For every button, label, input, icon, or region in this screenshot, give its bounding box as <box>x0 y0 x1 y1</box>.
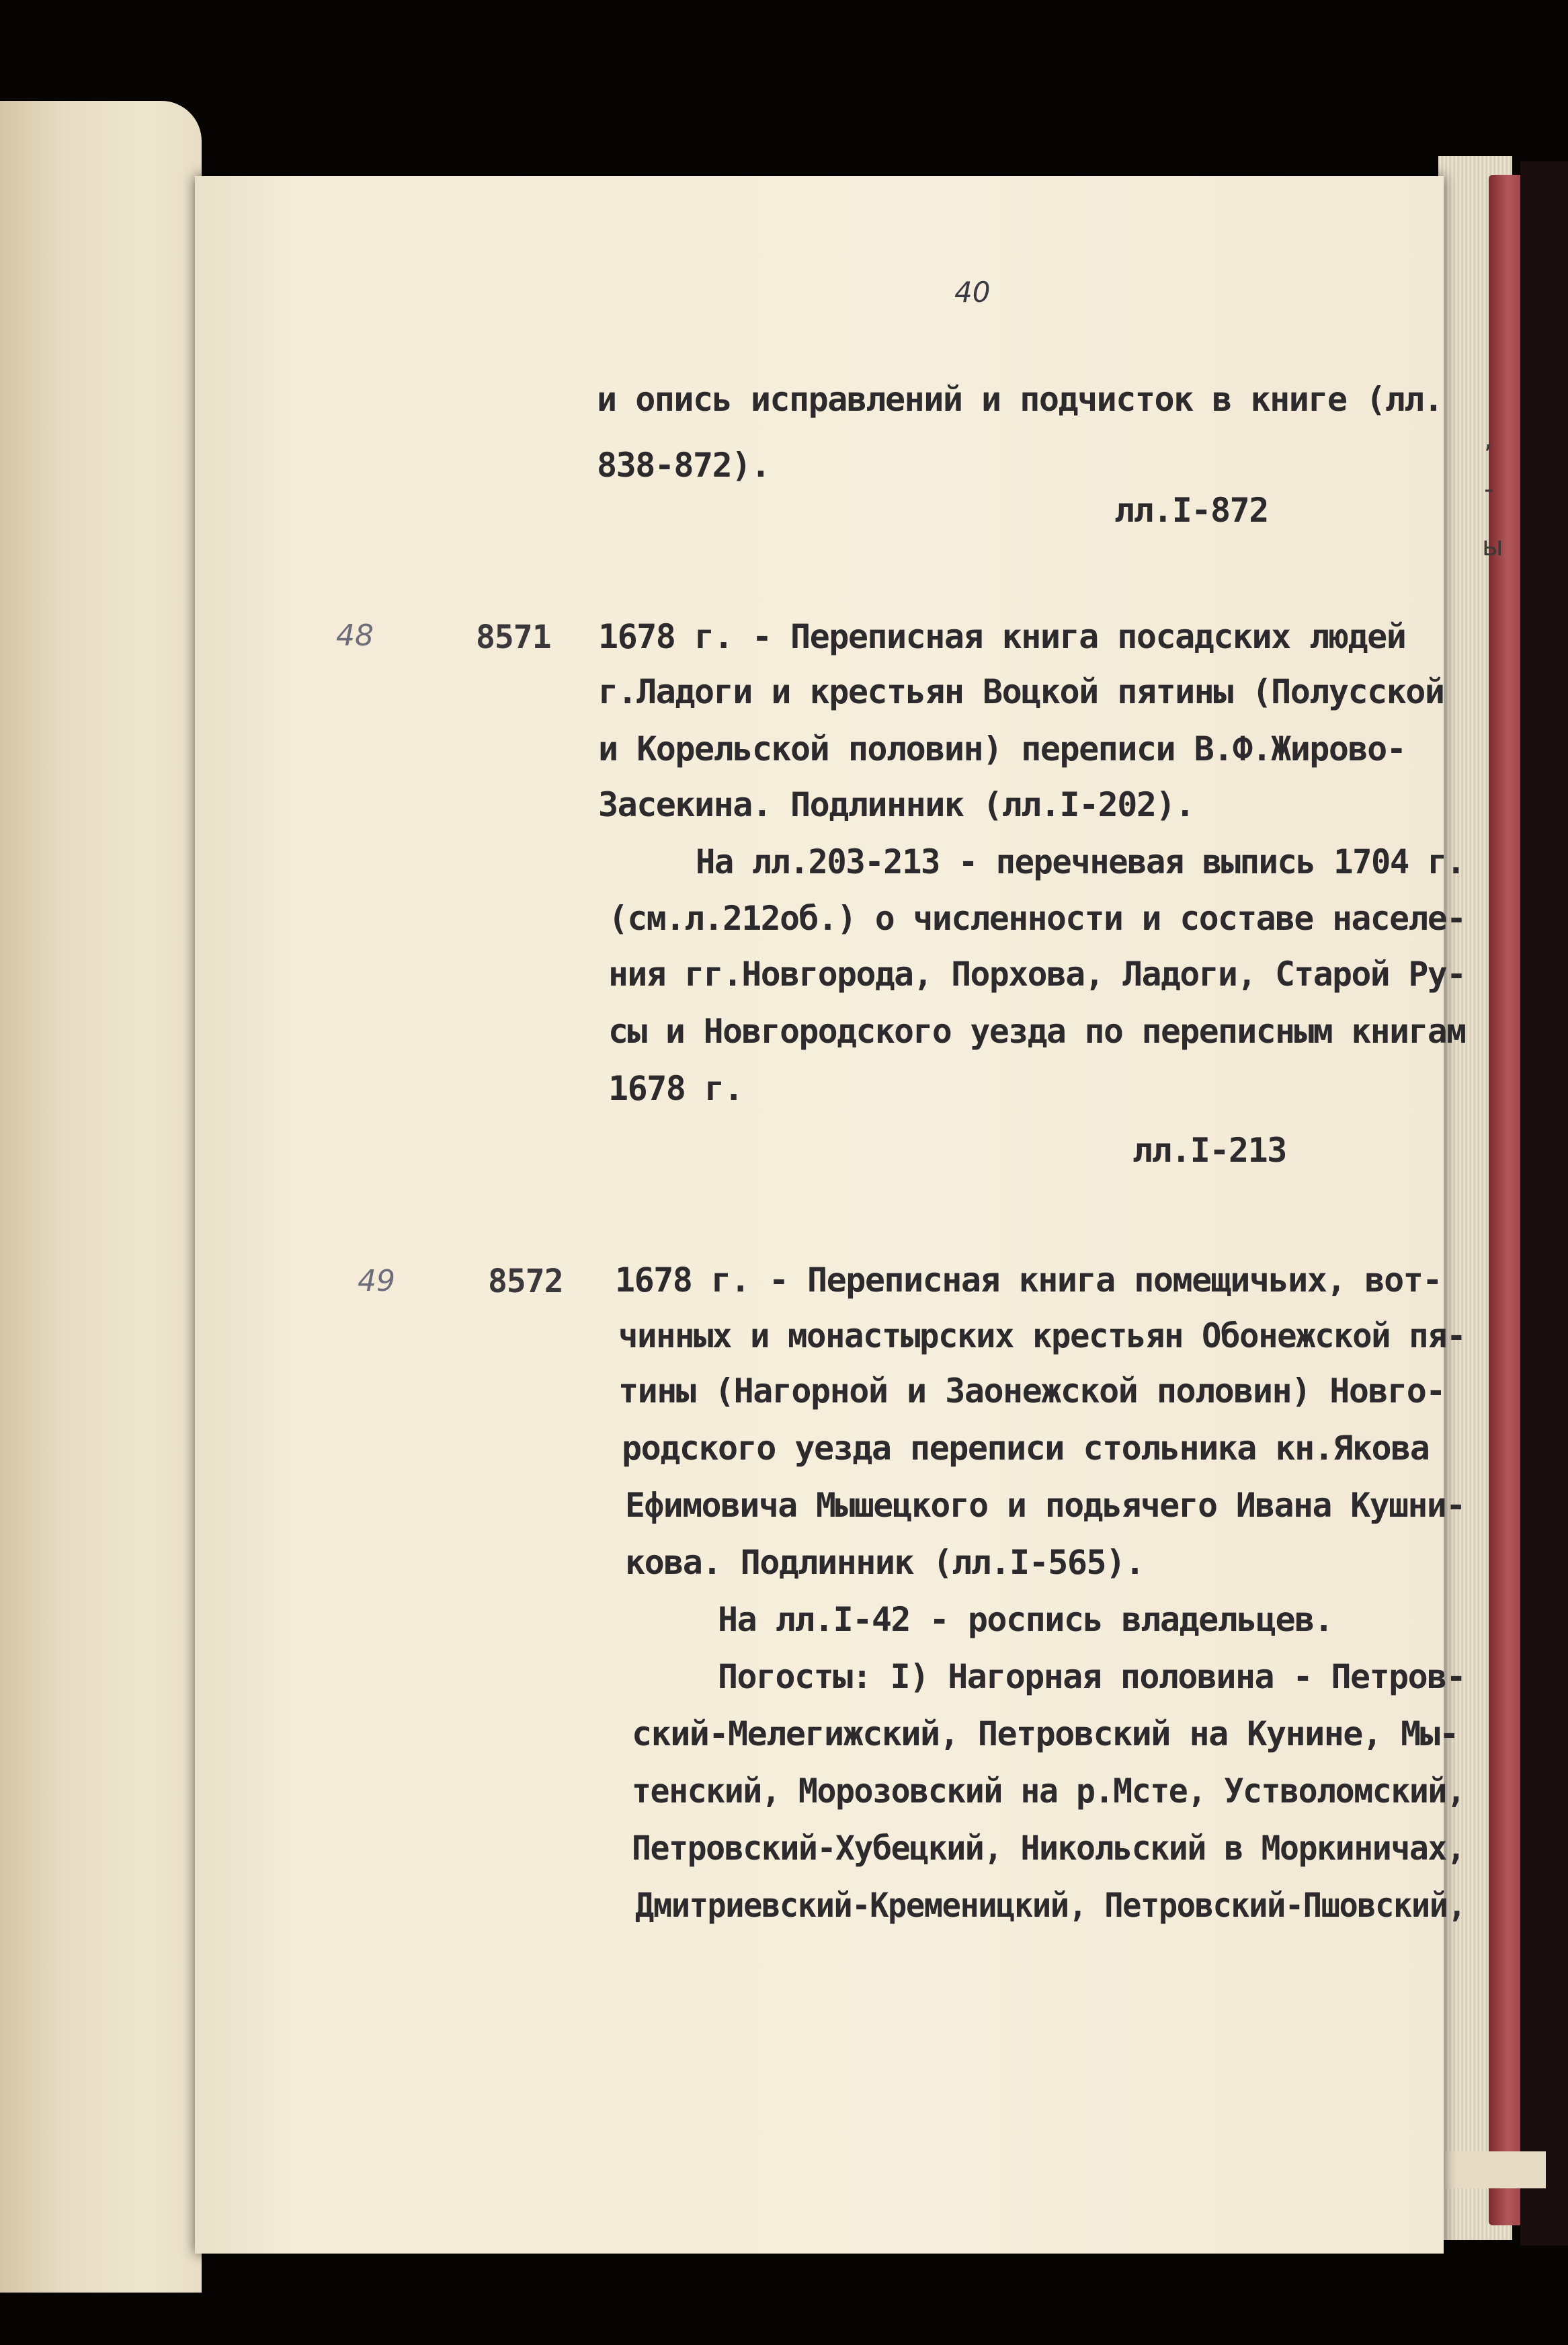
edge-mark: , <box>1484 424 1493 454</box>
text-line: Засекина. Подлинник (лл.I-202). <box>598 785 1194 824</box>
folio-range: лл.I-213 <box>1132 1131 1286 1170</box>
text-line: и Корельской половин) переписи В.Ф.Жирово- <box>598 729 1406 768</box>
folio-range: лл.I-872 <box>1114 491 1268 530</box>
text-line: 1678 г. <box>608 1069 743 1108</box>
text-line: ский-Мелегижский, Петровский на Кунине, Мы- <box>632 1714 1458 1753</box>
text-line: сы и Новгородского уезда по переписным книгам <box>608 1012 1466 1051</box>
text-line: На лл.203-213 - перечневая выпись 1704 г. <box>696 842 1465 881</box>
document-page <box>195 176 1444 2254</box>
text-line: и опись исправлений и подчисток в книге (лл. <box>597 380 1443 419</box>
text-line: тины (Нагорной и Заонежской половин) Новго- <box>618 1372 1445 1410</box>
book-cover-dark <box>1520 161 1568 2245</box>
left-page-leaf <box>0 101 202 2293</box>
item-number: 8572 <box>488 1263 563 1300</box>
text-line: 1678 г. - Переписная книга помещичьих, вот- <box>615 1261 1442 1300</box>
text-line: тенский, Морозовский на р.Мсте, Устволомский, <box>632 1772 1465 1811</box>
text-line: 838-872). <box>597 446 770 485</box>
edge-mark: ы <box>1482 531 1503 562</box>
text-line: Дмитриевский-Кременицкий, Петровский-Пшовский, <box>635 1886 1466 1925</box>
text-line: На лл.I-42 - роспись владельцев. <box>718 1600 1333 1639</box>
page-number: 40 <box>954 276 991 309</box>
margin-note: 48 <box>336 619 374 653</box>
edge-mark: - <box>1484 474 1494 505</box>
text-line: Погосты: I) Нагорная половина - Петров- <box>718 1657 1466 1696</box>
margin-note: 49 <box>358 1264 395 1298</box>
text-line: кова. Подлинник (лл.I-565). <box>625 1543 1145 1582</box>
text-line: 1678 г. - Переписная книга посадских людей <box>598 617 1406 656</box>
item-number: 8571 <box>476 619 551 656</box>
text-line: (см.л.212об.) о численности и составе населе- <box>608 899 1466 938</box>
text-line: г.Ладоги и крестьян Воцкой пятины (Полусской <box>598 672 1444 711</box>
text-line: родского уезда переписи стольника кн.Якова <box>622 1429 1430 1468</box>
text-line: Петровский-Хубецкий, Никольский в Моркиничах, <box>632 1829 1465 1868</box>
text-line: чинных и монастырских крестьян Обонежской пя- <box>618 1316 1466 1355</box>
text-line: Ефимовича Мышецкого и подьячего Ивана Кушни- <box>625 1486 1465 1525</box>
text-line: ния гг.Новгорода, Порхова, Ладоги, Старой Ру- <box>608 955 1466 994</box>
